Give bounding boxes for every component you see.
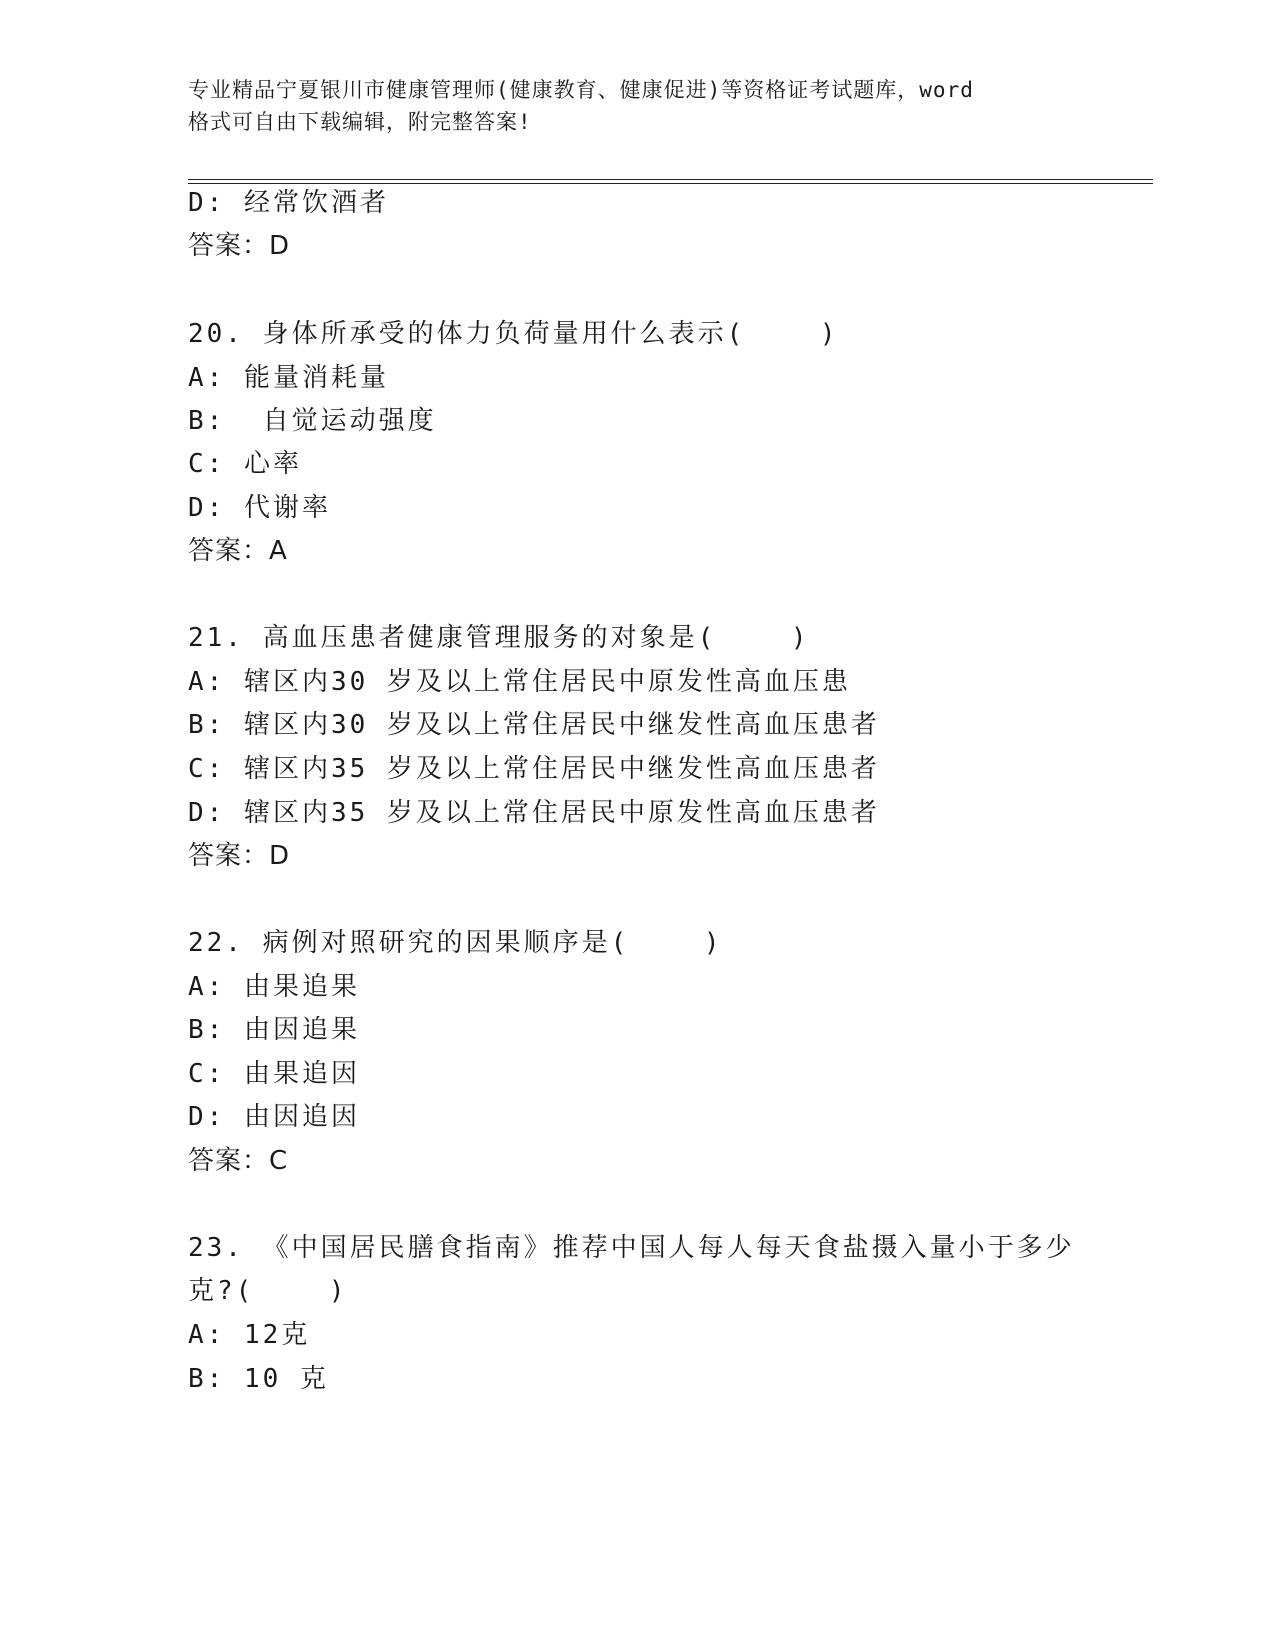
document-header bbox=[188, 74, 1068, 138]
option-d: D: 代谢率 bbox=[188, 493, 331, 523]
option-d: D: 辖区内35 岁及以上常住居民中原发性高血压患者 bbox=[188, 798, 880, 828]
option-c: C: 辖区内35 岁及以上常住居民中继发性高血压患者 bbox=[188, 754, 880, 784]
header-line-2: 格式可自由下载编辑，附完整答案! bbox=[188, 110, 532, 134]
question-stem: 23. 《中国居民膳食指南》推荐中国人每人每天食盐摄入量小于多少 bbox=[188, 1233, 1075, 1263]
option-a: A: 辖区内30 岁及以上常住居民中原发性高血压患 bbox=[188, 667, 851, 697]
answer-line: 答案：C bbox=[188, 1146, 289, 1176]
option-d: D: 经常饮酒者 bbox=[188, 188, 389, 218]
question-stem: 21. 高血压患者健康管理服务的对象是( ) bbox=[188, 623, 810, 653]
option-c: C: 心率 bbox=[188, 449, 302, 479]
option-d: D: 由因追因 bbox=[188, 1102, 360, 1132]
option-a: A: 12克 bbox=[188, 1320, 311, 1350]
option-a: A: 能量消耗量 bbox=[188, 363, 389, 393]
option-b: B: 自觉运动强度 bbox=[188, 406, 437, 436]
option-b: B: 由因追果 bbox=[188, 1015, 360, 1045]
answer-line: 答案：D bbox=[188, 841, 291, 871]
answer-line: 答案：A bbox=[188, 536, 288, 566]
header-line-1: 专业精品宁夏银川市健康管理师(健康教育、健康促进)等资格证考试题库，word bbox=[188, 78, 974, 102]
option-a: A: 由果追果 bbox=[188, 972, 360, 1002]
question-stem: 20. 身体所承受的体力负荷量用什么表示( ) bbox=[188, 319, 839, 349]
option-c: C: 由果追因 bbox=[188, 1059, 360, 1089]
question-stem-continued: 克?( ) bbox=[188, 1276, 348, 1306]
header-divider-bottom bbox=[188, 183, 1153, 184]
header-divider-top bbox=[188, 179, 1153, 180]
option-b: B: 辖区内30 岁及以上常住居民中继发性高血压患者 bbox=[188, 710, 880, 740]
question-stem: 22. 病例对照研究的因果顺序是( ) bbox=[188, 928, 723, 958]
answer-line: 答案：D bbox=[188, 231, 291, 261]
option-b: B: 10 克 bbox=[188, 1364, 329, 1394]
